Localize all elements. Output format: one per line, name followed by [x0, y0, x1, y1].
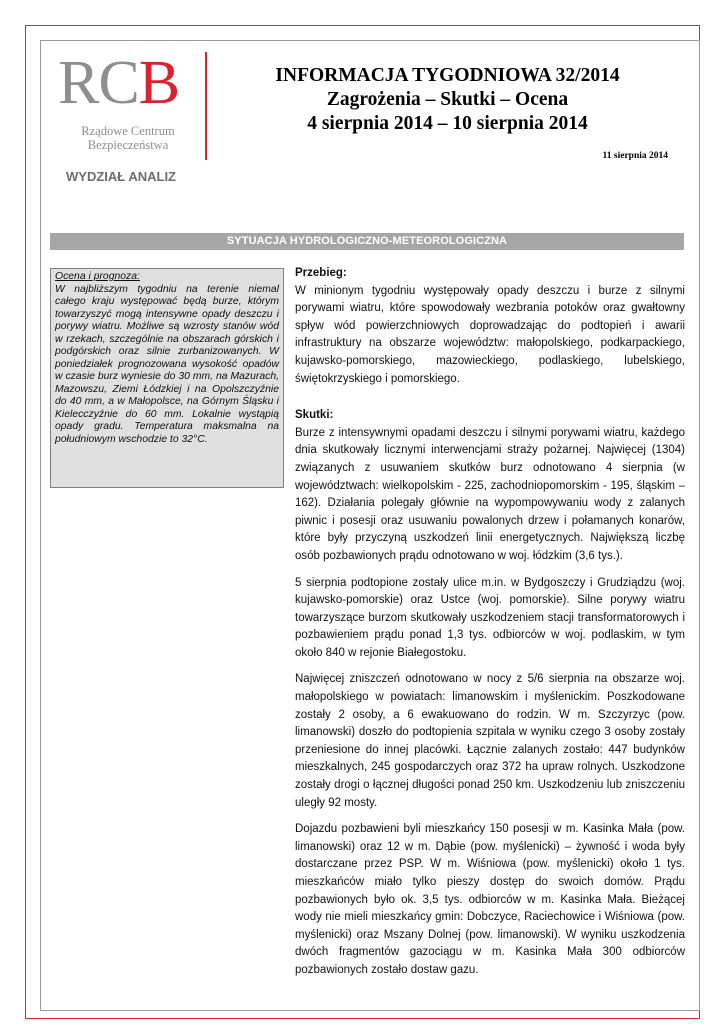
skutki-paragraph-1: Burze z intensywnymi opadami deszczu i silnymi porywami wiatru, każdego dnia skutkowały licznymi interwencjami straży pożarnej. Najwięcej (1304) związanych z usuwaniem skutków burz odnotowano 4 sierpnia (w województwach: wielkopolskim - 225, zachodniopomorskim - 195, śląskim – 162). Działania polegały głównie na wypompowywaniu wody z zalanych piwnic i posesji oraz usuwaniu powalonych drzew i połamanych konarów, które były przyczyną uszkodzeń linii energetycznych. Największą liczbę osób pozbawionych prądu odnotowano w woj. łódzkim (3,6 tys.). — [295, 426, 685, 562]
spacer — [295, 397, 685, 407]
skutki-paragraph-3: Najwięcej zniszczeń odnotowano w nocy z 5/6 sierpnia na obszarze woj. małopolskiego w powiatach: limanowskim i myślenickim. Poszkodowane zostały 2 osoby, a 6 ewakuowano do rodzin. W m. Szczyrzyc (pow. limanowski) doszło do podtopienia szpitala w wyniku czego 3 osoby zostały przeniesione do innej placówki. Łącznie zalanych zostało: 447 budynków mieszkalnych, 245 gospodarczych oraz 372 ha upraw rolnych. Uszkodzone zostały drogi o łącznej długości ponad 250 km. Uszkodzeniu lub zniszczeniu uległy 92 mosty. — [295, 673, 685, 809]
document-date: 11 sierpnia 2014 — [602, 151, 668, 161]
przebieg-paragraph: W minionym tygodniu występowały opady deszczu i burze z silnymi porywami wiatru, które spowodowały wezbrania potoków oraz gwałtowny spływ wód powierzchniowych doprowadzając do podtopień i awarii infrastruktury na obszarze województw: małopolskiego, podkarpackiego, kujawsko-pomorskiego, mazowieckiego, podlaskiego, lubelskiego, świętokrzyskiego i pomorskiego. — [295, 284, 685, 385]
report-title — [200, 64, 695, 136]
logo-letter-red: B — [138, 49, 180, 117]
logo-subtitle-line1: Rządowe Centrum — [81, 124, 175, 138]
section-header: SYTUACJA HYDROLOGICZNO-METEOROLOGICZNA — [50, 233, 684, 250]
title-line-1: INFORMACJA TYGODNIOWA 32/2014 — [275, 65, 620, 86]
rcb-logo — [58, 49, 208, 152]
przebieg-heading: Przebieg: — [295, 267, 347, 279]
logo-letters-gray: RC — [58, 49, 139, 117]
logo-mark — [58, 49, 208, 118]
forecast-heading: Ocena i prognoza: — [55, 271, 140, 282]
department-label: WYDZIAŁ ANALIZ — [66, 169, 176, 184]
title-line-3: 4 sierpnia 2014 – 10 sierpnia 2014 — [307, 113, 588, 134]
skutki-paragraph-4: Dojazdu pozbawieni byli mieszkańcy 150 posesji w m. Kasinka Mała (pow. limanowski) oraz 12 w m. Dąbie (pow. myślenicki) – żywność i woda były dostarczane przez PSP. W m. Wiśniowa (pow. myślenicki) około 1 tys. mieszkańców miało tylko pieszy dostęp do swoich domów. Prądu pozbawionych było ok. 3,5 tys. odbiorców w m. Kasinka Mała. Bieżącej wody nie mieli mieszkańcy gmin: Dobczyce, Raciechowice i Wiśniowa (pow. myślenicki) oraz Mszany Dolnej (pow. limanowski). W wyniku uszkodzenia dwóch fragmentów gazociągu w m. Kasinka Mała 300 odbiorców pozbawionych zostało dostaw gazu. — [295, 823, 685, 976]
main-content — [295, 265, 685, 989]
logo-subtitle-line2: Bezpieczeństwa — [87, 138, 169, 152]
skutki-heading: Skutki: — [295, 409, 334, 422]
skutki-paragraph-2: 5 sierpnia podtopione zostały ulice m.in. w Bydgoszczy i Grudziądzu (woj. kujawsko-pomorskie) oraz Ustce (woj. pomorskie). Silne porywy wiatru towarzyszące burzom skutkowały uszkodzeniem stacji transformatorowych i pozbawieniem prądu ponad 1,3 tys. odbiorców w woj. podlaskim, w tym około 840 w rejonie Białegostoku. — [295, 576, 685, 659]
title-line-2: Zagrożenia – Skutki – Ocena — [326, 89, 569, 110]
logo-subtitle — [58, 124, 198, 152]
forecast-box — [50, 268, 284, 488]
forecast-text: W najbliższym tygodniu na terenie niemal całego kraju występować będą burze, którym towarzyszyć mogą intensywne opady deszczu i porywy wiatru. Możliwe są wzrosty stanów wód w rzekach, szczególnie na obszarach górskich i podgórskich oraz silnie zurbanizowanych. W poniedziałek prognozowana wysokość opadów w czasie burz wyniesie do 30 mm, na Mazurach, Mazowszu, Ziemi Łódzkiej i na Opolszczyźnie do 40 mm, a w Małopolsce, na Górnym Śląsku i Kielecczyźnie do 60 mm. Lokalnie wystąpią opady gradu. Temperatura maksmalna na południowym wschodzie to 32°C. — [55, 283, 279, 445]
